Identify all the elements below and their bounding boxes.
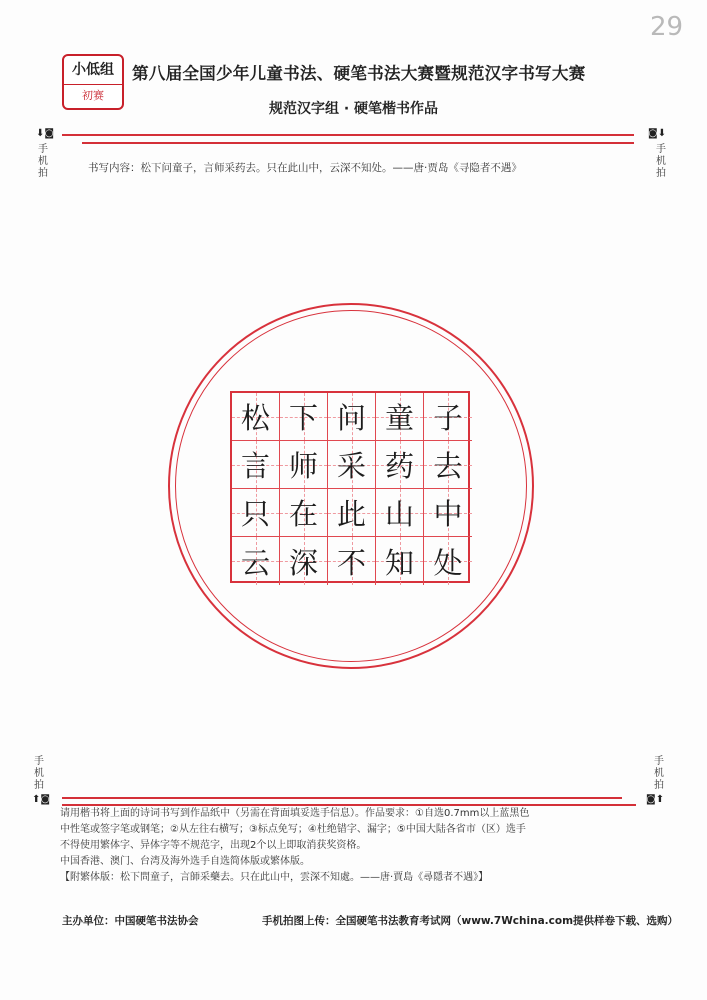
top-rule <box>62 134 634 136</box>
photo-label-top-left: 手机拍 <box>38 144 48 179</box>
camera-icon-top-left: ⬇◙ <box>36 128 55 139</box>
grid-cell <box>328 489 376 537</box>
grid-char: 此 <box>336 497 366 531</box>
grid-cell <box>232 393 280 441</box>
instruction-line: 请用楷书将上面的诗词书写到作品纸中（另需在背面填妥选手信息）。作品要求：①自选0.7mm以上蓝黑色 <box>60 808 530 819</box>
grid-char: 深 <box>288 545 318 580</box>
top-rule-2 <box>82 142 634 144</box>
instruction-line: 中国香港、澳门、台湾及海外选手自选简体版或繁体版。 <box>60 856 310 867</box>
instruction-line: 中性笔或签字笔或钢笔；②从左往右横写；③标点免写；④杜绝错字、漏字；⑤中国大陆各省市（区）选手 <box>60 824 526 835</box>
grid-cell <box>376 441 424 489</box>
grid-char: 言 <box>240 449 270 483</box>
grid-char: 松 <box>240 401 270 435</box>
grid-cell <box>424 489 472 537</box>
instructions <box>60 806 660 886</box>
grid-char: 中 <box>433 497 463 531</box>
grid-cell <box>424 393 472 441</box>
page-number: 29 <box>650 12 684 42</box>
grid-cell <box>424 441 472 489</box>
instruction-line: 【附繁体版：松下問童子，言師采藥去。只在此山中，雲深不知處。——唐·賈島《尋隱者不遇》】 <box>60 872 489 883</box>
grid-cell <box>376 489 424 537</box>
grid-char: 只 <box>240 497 270 531</box>
grid-char: 知 <box>384 545 414 580</box>
grid-char: 云 <box>240 545 270 580</box>
grid-cell <box>280 441 328 489</box>
badge-stage: 初赛 <box>82 89 104 102</box>
photo-label-top-right: 手机拍 <box>656 144 666 179</box>
grid-cell <box>280 393 328 441</box>
grid-cell <box>232 441 280 489</box>
grid-char: 下 <box>288 401 318 435</box>
grid-char: 在 <box>288 497 318 531</box>
grid-char: 处 <box>433 545 463 580</box>
grid-cell <box>328 537 376 585</box>
photo-label-bottom-left: 手机拍 <box>34 756 44 791</box>
grid-cell <box>328 441 376 489</box>
grid-cell <box>424 537 472 585</box>
page-title: 第八届全国少年儿童书法、硬笔书法大赛暨规范汉字书写大赛 <box>132 64 586 83</box>
grid-cell <box>280 537 328 585</box>
grid-char: 童 <box>384 401 414 435</box>
grid-cell <box>376 537 424 585</box>
writing-content: 书写内容：松下问童子，言师采药去。只在此山中，云深不知处。——唐·贾岛《寻隐者不遇》 <box>88 162 522 174</box>
page-subtitle: 规范汉字组 · 硬笔楷书作品 <box>268 101 439 117</box>
grid-char: 药 <box>384 449 414 483</box>
grid-char: 山 <box>384 497 414 531</box>
grid-char: 去 <box>433 449 463 483</box>
grid-char: 采 <box>336 449 366 483</box>
photo-label-bottom-right: 手机拍 <box>654 756 664 791</box>
grid-cell <box>232 537 280 585</box>
grid-cell <box>280 489 328 537</box>
grid-cell <box>232 489 280 537</box>
grid-cell <box>376 393 424 441</box>
grid-char: 子 <box>433 401 463 435</box>
footer-organizer: 主办单位：中国硬笔书法协会 <box>62 915 199 927</box>
footer-upload: 手机拍图上传：全国硬笔书法教育考试网（www.7Wchina.com提供样卷下载、选购） <box>262 915 679 927</box>
grid-cell <box>328 393 376 441</box>
instruction-line: 不得使用繁体字、异体字等不规范字，出现2个以上即取消获奖资格。 <box>60 840 367 851</box>
camera-icon-bottom-left: ⬆◙ <box>32 794 51 805</box>
grid-char: 不 <box>336 545 366 580</box>
camera-icon-bottom-right: ◙⬆ <box>646 794 665 805</box>
grid-char: 问 <box>336 401 366 435</box>
bottom-rule <box>62 797 622 799</box>
writing-grid <box>230 391 470 583</box>
badge-group: 小低组 <box>64 56 122 85</box>
grid-char: 师 <box>288 449 318 483</box>
camera-icon-top-right: ◙⬇ <box>648 128 667 139</box>
